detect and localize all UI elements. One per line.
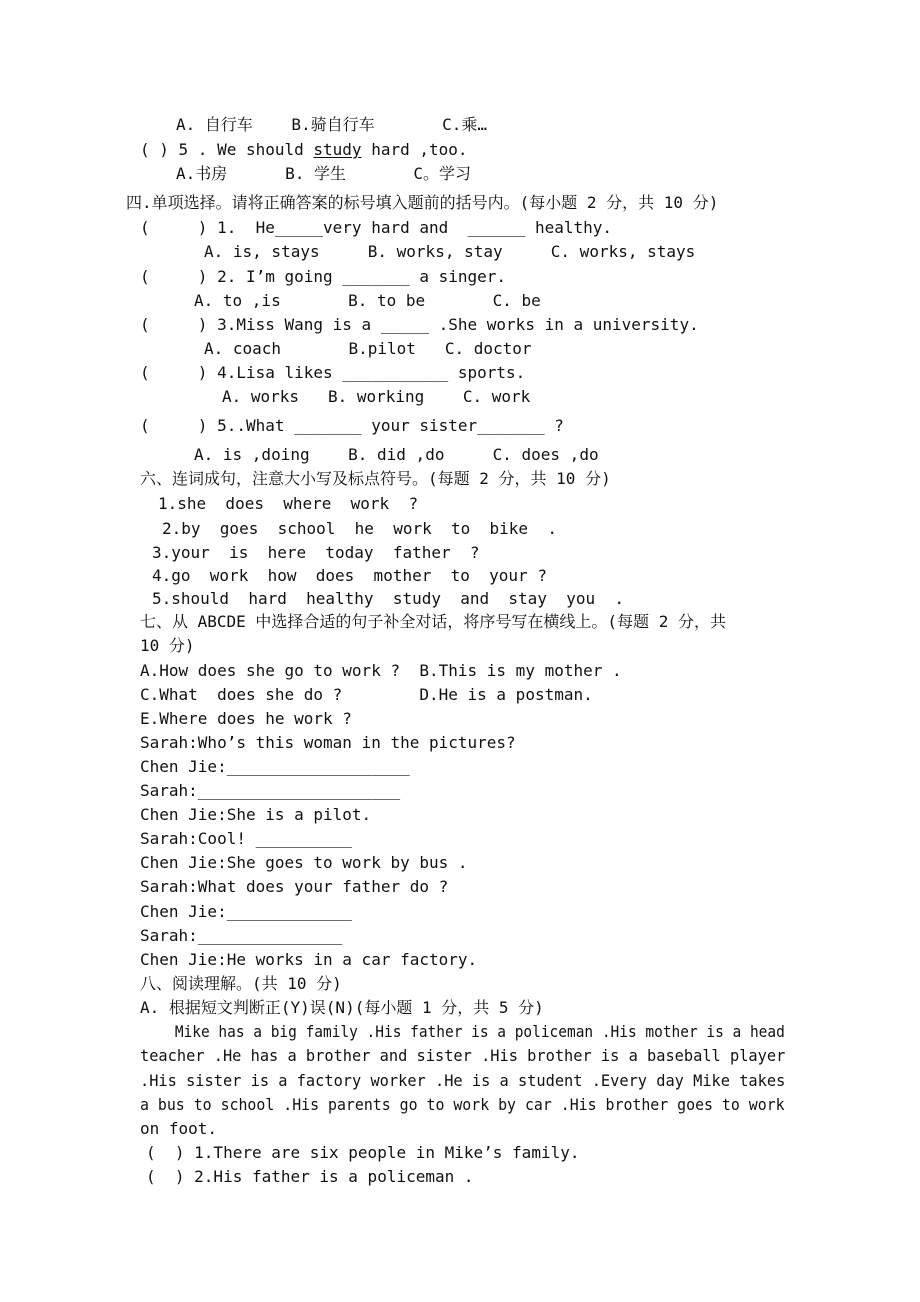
s4-q2-options: A. to ,is B. to be C. be [194,291,541,310]
q5-underlined-word: study [313,140,362,159]
dialogue-line: Sarah:_____________________ [140,781,401,800]
section-eight-heading: 八、阅读理解。(共 10 分) [140,974,342,993]
section-four-heading: 四.单项选择。请将正确答案的标号填入题前的括号内。(每小题 2 分，共 10 分) [126,193,719,212]
s6-item-3: 3.your is here today father ? [152,543,480,562]
q5-stem-suffix: hard ,too. [361,140,468,159]
q4-options: A. 自行车 B.骑自行车 C.乘… [176,115,488,134]
passage-line: a bus to school .His parents go to work by car .His brother goes to work [140,1095,785,1114]
s4-q3-options: A. coach B.pilot C. doctor [204,339,532,358]
s4-q4-stem: ( ) 4.Lisa likes ___________ sports. [140,363,526,382]
statement-line: ( ) 1.There are six people in Mike’s family. [146,1143,580,1162]
section-seven-heading-line1: 七、从 ABCDE 中选择合适的句子补全对话，将序号写在横线上。(每题 2 分，共 [140,612,726,631]
q5-stem [140,140,468,160]
dialogue-line: Sarah:Who’s this woman in the pictures? [140,733,516,752]
dialogue-line: Sarah:_______________ [140,926,343,945]
passage-line: on foot. [140,1119,218,1138]
s4-q1-stem: ( ) 1. He_____very hard and ______ healthy. [140,218,613,237]
dialogue-line: Chen Jie:He works in a car factory. [140,950,478,969]
s7-options-line1: A.How does she go to work ? B.This is my mother . [140,661,622,680]
dialogue-line: Chen Jie:She goes to work by bus . [140,853,468,872]
section-eight-subheading: A. 根据短文判断正(Y)误(N)(每小题 1 分，共 5 分) [140,998,544,1017]
q5-options: A.书房 B. 学生 C。学习 [176,164,472,183]
s4-q1-options: A. is, stays B. works, stay C. works, stays [204,242,696,261]
s4-q4-options: A. works B. working C. work [222,387,531,406]
s4-q3-stem: ( ) 3.Miss Wang is a _____ .She works in a university. [140,315,699,334]
s7-options-line3: E.Where does he work ? [140,709,352,728]
dialogue-line: Chen Jie:___________________ [140,757,410,776]
dialogue-line: Sarah:What does your father do ? [140,877,449,896]
s6-item-2: 2.by goes school he work to bike . [162,519,557,538]
dialogue-line: Chen Jie:She is a pilot. [140,805,372,824]
section-seven-heading-line2: 10 分) [140,636,195,655]
passage-line: teacher .He has a brother and sister .His brother is a baseball player [140,1046,786,1065]
s4-q5-stem: ( ) 5..What _______ your sister_______ ? [140,416,564,435]
s4-q2-stem: ( ) 2. I’m going _______ a singer. [140,267,507,286]
q5-stem-prefix: ( ) 5 . We should [140,140,314,159]
s7-options-line2: C.What does she do ? D.He is a postman. [140,685,593,704]
passage-line: Mike has a big family .His father is a policeman .His mother is a head [140,1022,785,1041]
passage-line: .His sister is a factory worker .He is a student .Every day Mike takes [140,1071,786,1090]
section-six-heading: 六、连词成句，注意大小写及标点符号。(每题 2 分，共 10 分) [140,469,611,488]
s6-item-1: 1.she does where work ? [158,494,419,513]
dialogue-line: Chen Jie:_____________ [140,902,352,921]
s4-q5-options: A. is ,doing B. did ,do C. does ,do [194,445,599,464]
s6-item-5: 5.should hard healthy study and stay you . [152,589,625,608]
statement-line: ( ) 2.His father is a policeman . [146,1167,474,1186]
s6-item-4: 4.go work how does mother to your ? [152,566,547,585]
dialogue-line: Sarah:Cool! __________ [140,829,352,848]
